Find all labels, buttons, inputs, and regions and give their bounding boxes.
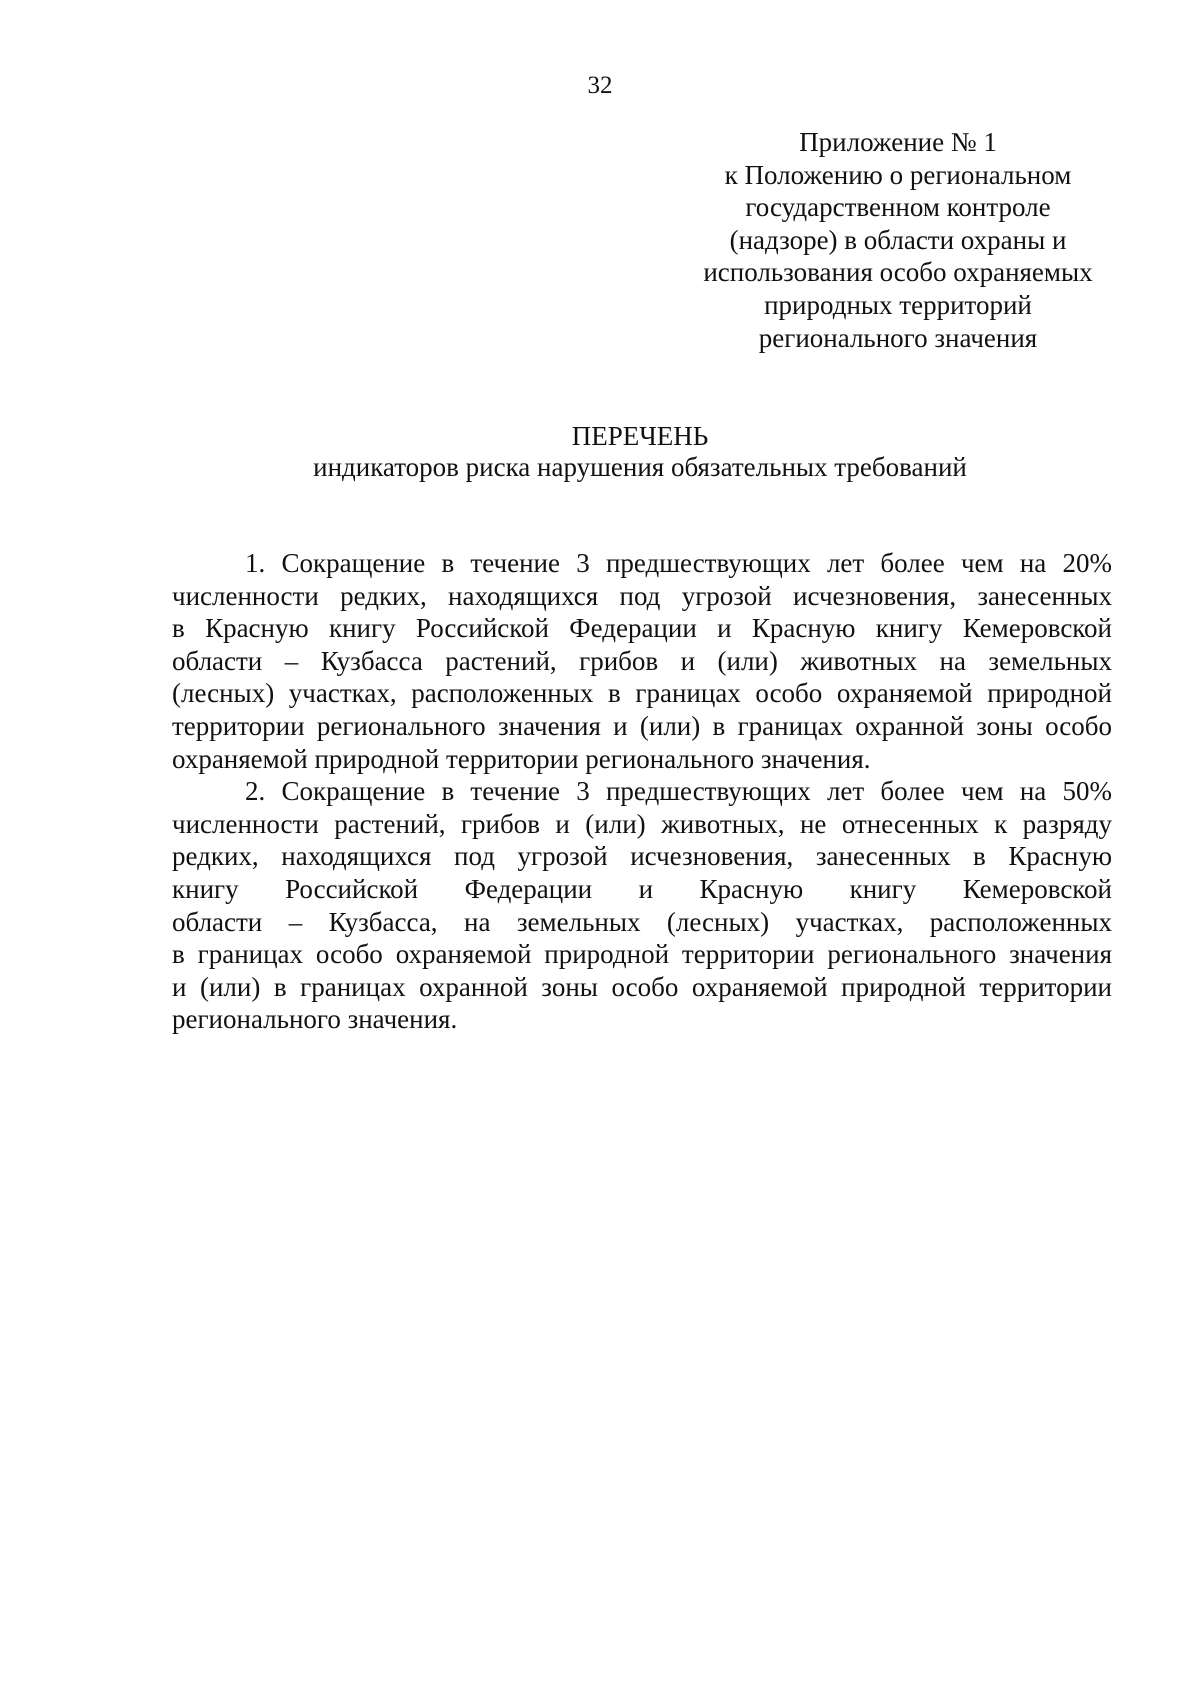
- appendix-line: к Положению о региональном: [724, 159, 1072, 190]
- paragraph-line: в Красную книгу Российской Федерации и Красную книгу Кемеровской: [172, 613, 1112, 644]
- paragraph-line: 1. Сокращение в течение 3 предшествующих лет более чем на 20%: [245, 548, 1112, 578]
- appendix-line: регионального значения: [758, 322, 1038, 353]
- appendix-line: (надзоре) в области охраны и: [729, 224, 1067, 255]
- paragraph-line: численности растений, грибов и (или) животных, не отнесенных к разряду: [172, 808, 1112, 839]
- appendix-line: Приложение № 1: [799, 127, 997, 157]
- paragraph-line: территории регионального значения и (или) в границах охранной зоны особо: [172, 710, 1112, 741]
- paragraph-line: редких, находящихся под угрозой исчезновения, занесенных в Красную: [172, 841, 1112, 872]
- paragraph-1: [172, 547, 1112, 775]
- appendix-line: природных территорий: [764, 289, 1032, 320]
- appendix-line: использования особо охраняемых: [703, 257, 1093, 288]
- paragraph-line: 2. Сокращение в течение 3 предшествующих лет более чем на 50%: [245, 776, 1112, 807]
- paragraph-line: численности редких, находящихся под угрозой исчезновения, занесенных: [172, 580, 1112, 611]
- paragraph-line: в границах особо охраняемой природной территории регионального значения: [172, 939, 1112, 970]
- paragraph-2: [172, 775, 1112, 1036]
- paragraph-line: и (или) в границах охранной зоны особо охраняемой природной территории: [172, 971, 1112, 1002]
- paragraph-line: охраняемой природной территории регионального значения.: [172, 743, 871, 774]
- page-number: 32: [587, 72, 613, 99]
- paragraph-line: области – Кузбасса растений, грибов и (или) животных на земельных: [172, 645, 1112, 676]
- list-title: ПЕРЕЧЕНЬ: [571, 421, 709, 451]
- list-subtitle: индикаторов риска нарушения обязательных требований: [313, 452, 967, 482]
- appendix-line: государственном контроле: [745, 192, 1051, 223]
- paragraph-line: области – Кузбасса, на земельных (лесных) участках, расположенных: [172, 906, 1112, 937]
- paragraph-line: (лесных) участках, расположенных в границах особо охраняемой природной: [172, 678, 1112, 709]
- paragraph-line: регионального значения.: [172, 1004, 458, 1035]
- document-body: [172, 547, 1112, 1036]
- paragraph-line: книгу Российской Федерации и Красную книгу Кемеровской: [172, 873, 1112, 904]
- appendix-header: [688, 126, 1108, 354]
